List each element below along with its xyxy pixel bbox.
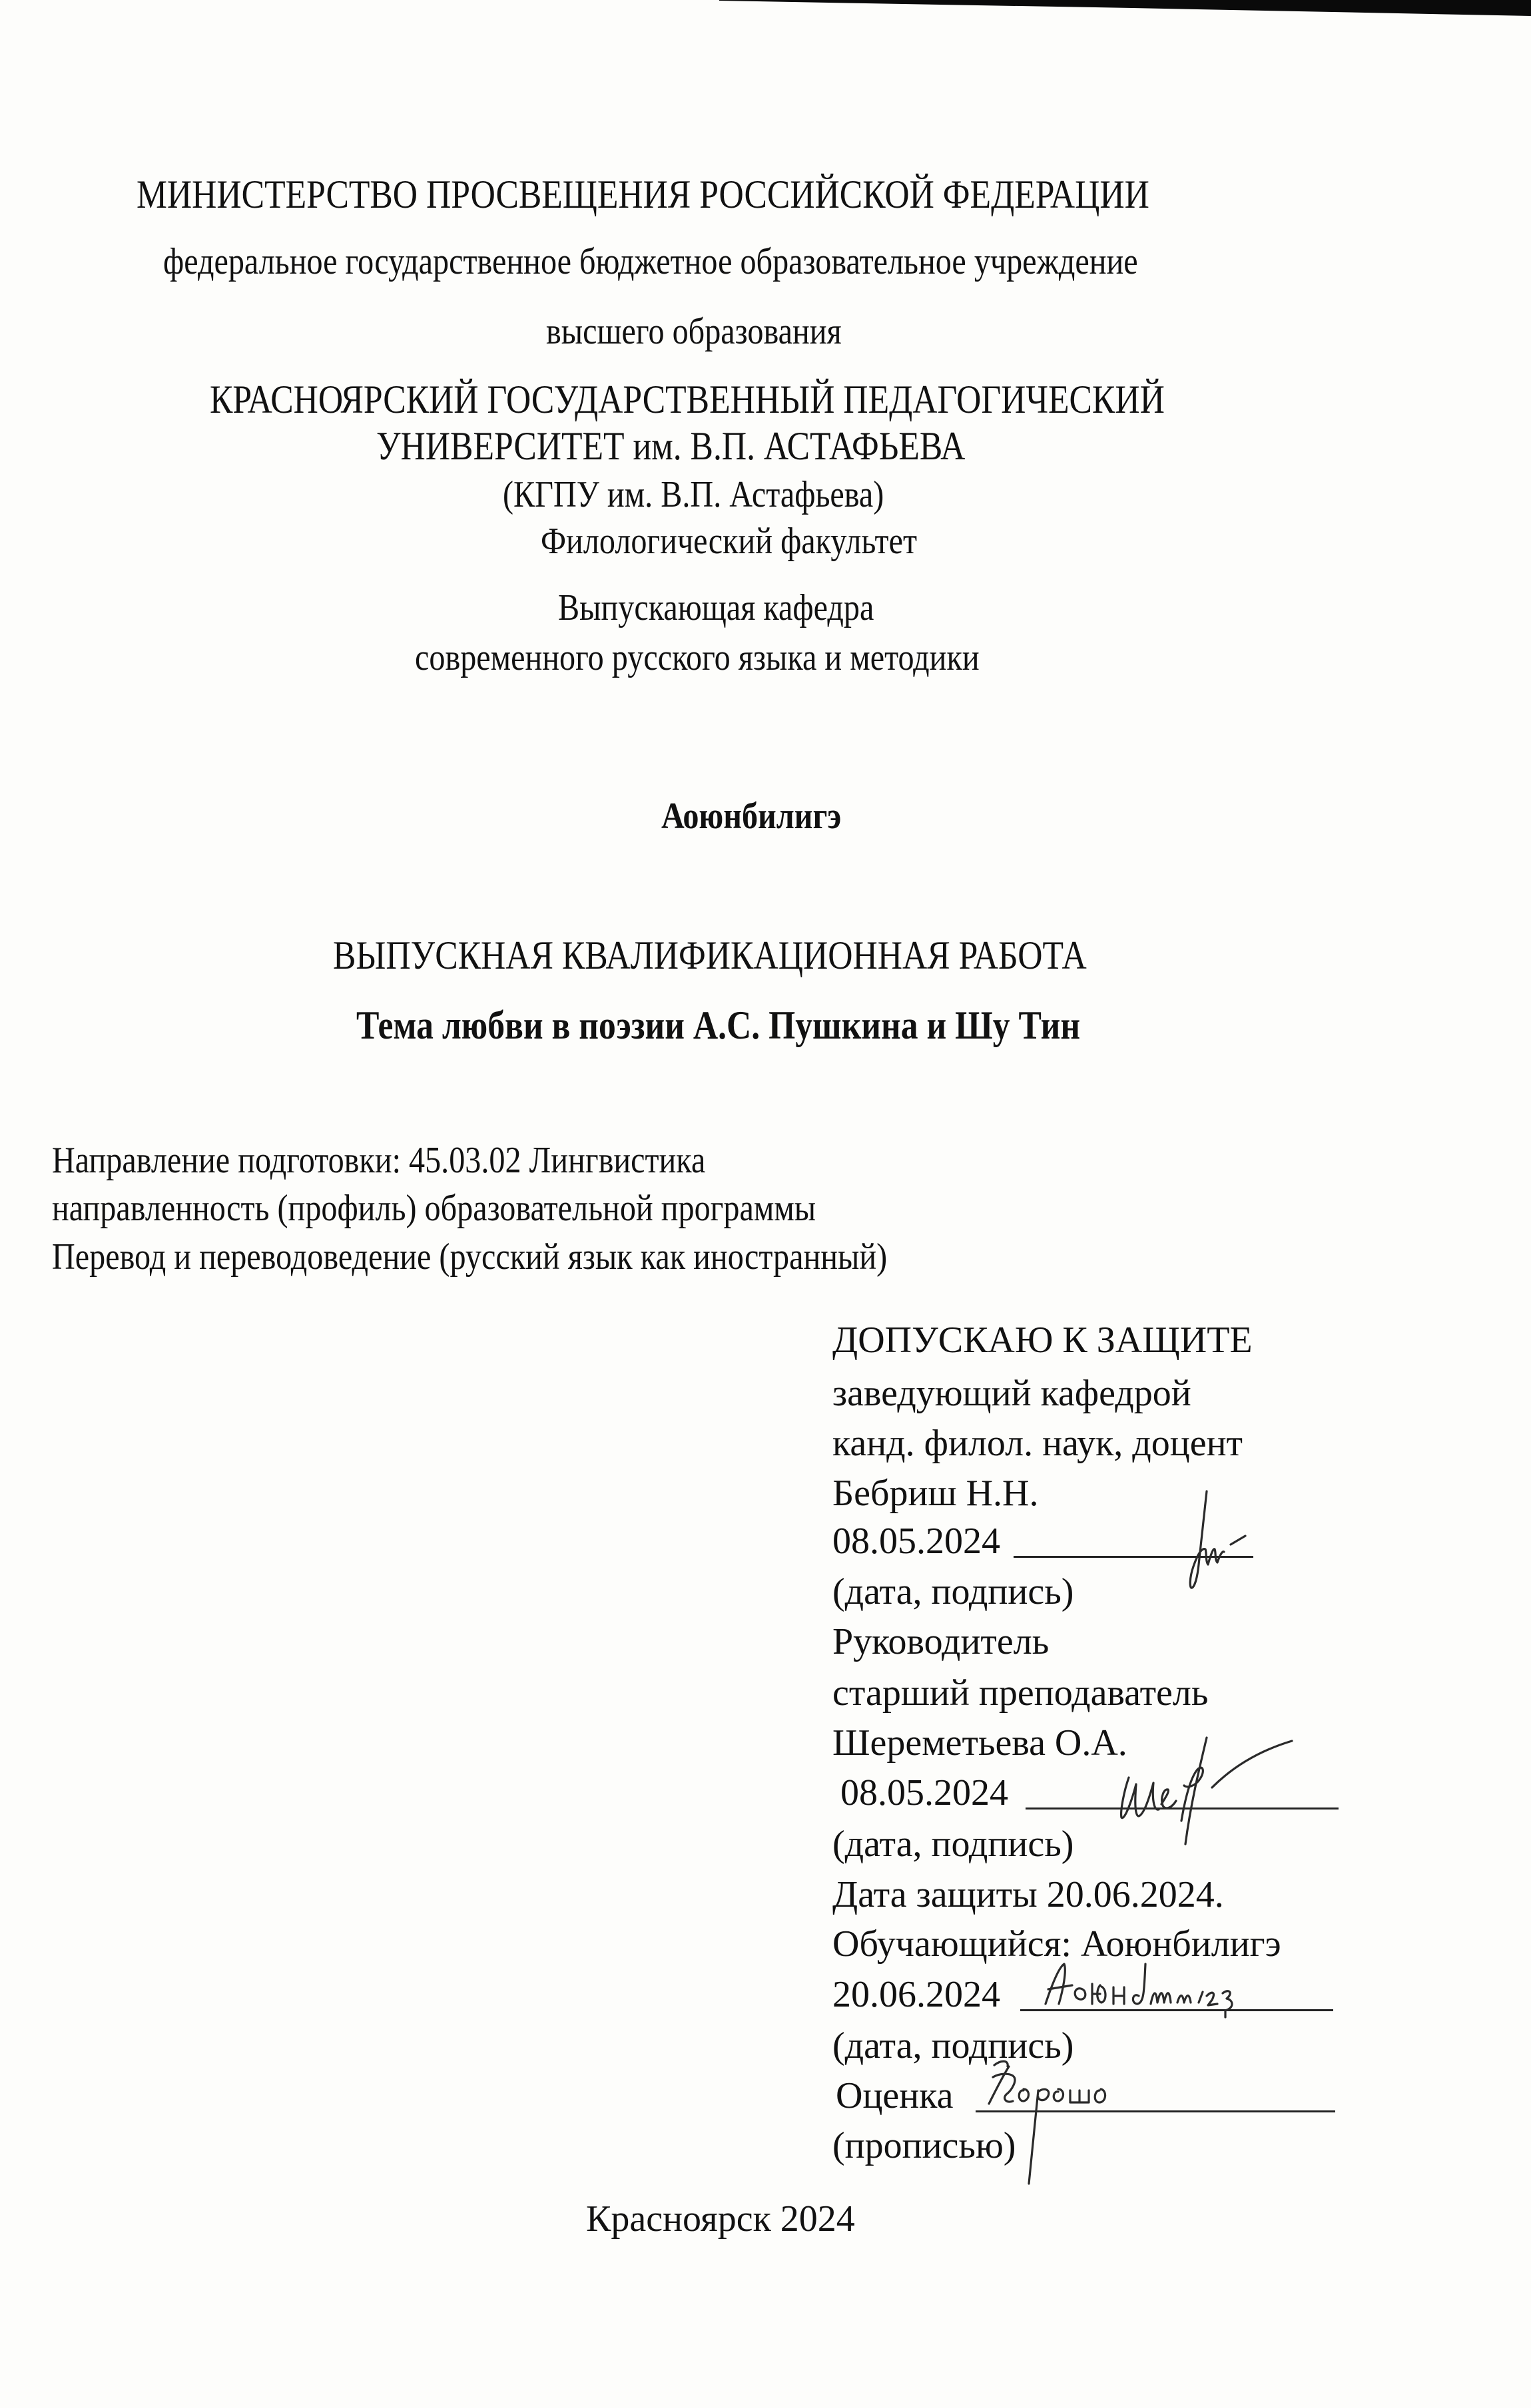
city-year: Красноярск 2024 [586, 2198, 855, 2240]
supervisor-date-sign-caption: (дата, подпись) [832, 1823, 1074, 1865]
supervisor-signature [1112, 1704, 1325, 1857]
head-position: заведующий кафедрой [832, 1373, 1191, 1414]
work-type: ВЫПУСКНАЯ КВАЛИФИКАЦИОННАЯ РАБОТА [333, 933, 1087, 977]
photo-edge-shadow [0, 0, 1531, 20]
university-name-line2: УНИВЕРСИТЕТ им. В.П. АСТАФЬЕВА [376, 424, 966, 468]
grade-caption: (прописью) [832, 2125, 1016, 2166]
program-direction: Направление подготовки: 45.03.02 Лингвистика [52, 1140, 706, 1181]
university-name-line1: КРАСНОЯРСКИЙ ГОСУДАРСТВЕННЫЙ ПЕДАГОГИЧЕСКИЙ [210, 377, 1165, 421]
student-date-sign-caption: (дата, подпись) [832, 2025, 1074, 2066]
supervisor-name: Шереметьева О.А. [832, 1722, 1127, 1764]
faculty-name: Филологический факультет [541, 521, 917, 562]
head-degree: канд. филол. наук, доцент [832, 1423, 1243, 1464]
student-date: 20.06.2024 [832, 1974, 1000, 2015]
head-date-sign-caption: (дата, подпись) [832, 1571, 1074, 1612]
head-signature [1145, 1488, 1279, 1594]
program-profile: Перевод и переводоведение (русский язык как иностранный) [52, 1236, 888, 1278]
supervisor-label: Руководитель [832, 1621, 1050, 1662]
author-name: Аоюнбилигэ [661, 796, 842, 837]
institution-type-line2: высшего образования [546, 311, 842, 352]
defense-date: Дата защиты 20.06.2024. [832, 1874, 1224, 1915]
department-line1: Выпускающая кафедра [558, 587, 874, 628]
student-signature [1032, 1944, 1272, 2017]
supervisor-position: старший преподаватель [832, 1672, 1209, 1714]
grade-label: Оценка [836, 2075, 954, 2116]
ministry-heading: МИНИСТЕРСТВО ПРОСВЕЩЕНИЯ РОССИЙСКОЙ ФЕДЕРАЦИИ [137, 172, 1149, 216]
approval-heading: ДОПУСКАЮ К ЗАЩИТЕ [832, 1320, 1253, 1361]
grade-handwritten [982, 2050, 1182, 2190]
work-title: Тема любви в поэзии А.С. Пушкина и Шу Тин [356, 1003, 1081, 1047]
institution-type-line1: федеральное государственное бюджетное образовательное учреждение [163, 241, 1138, 282]
student-label: Обучающийся: Аоюнбилигэ [832, 1923, 1281, 1965]
program-profile-label: направленность (профиль) образовательной программы [52, 1188, 816, 1229]
head-date: 08.05.2024 [832, 1521, 1000, 1562]
supervisor-date: 08.05.2024 [840, 1772, 1008, 1813]
department-line2: современного русского языка и методики [415, 637, 980, 678]
university-abbreviation: (КГПУ им. В.П. Астафьева) [503, 474, 884, 515]
head-name: Бебриш Н.Н. [832, 1473, 1039, 1514]
